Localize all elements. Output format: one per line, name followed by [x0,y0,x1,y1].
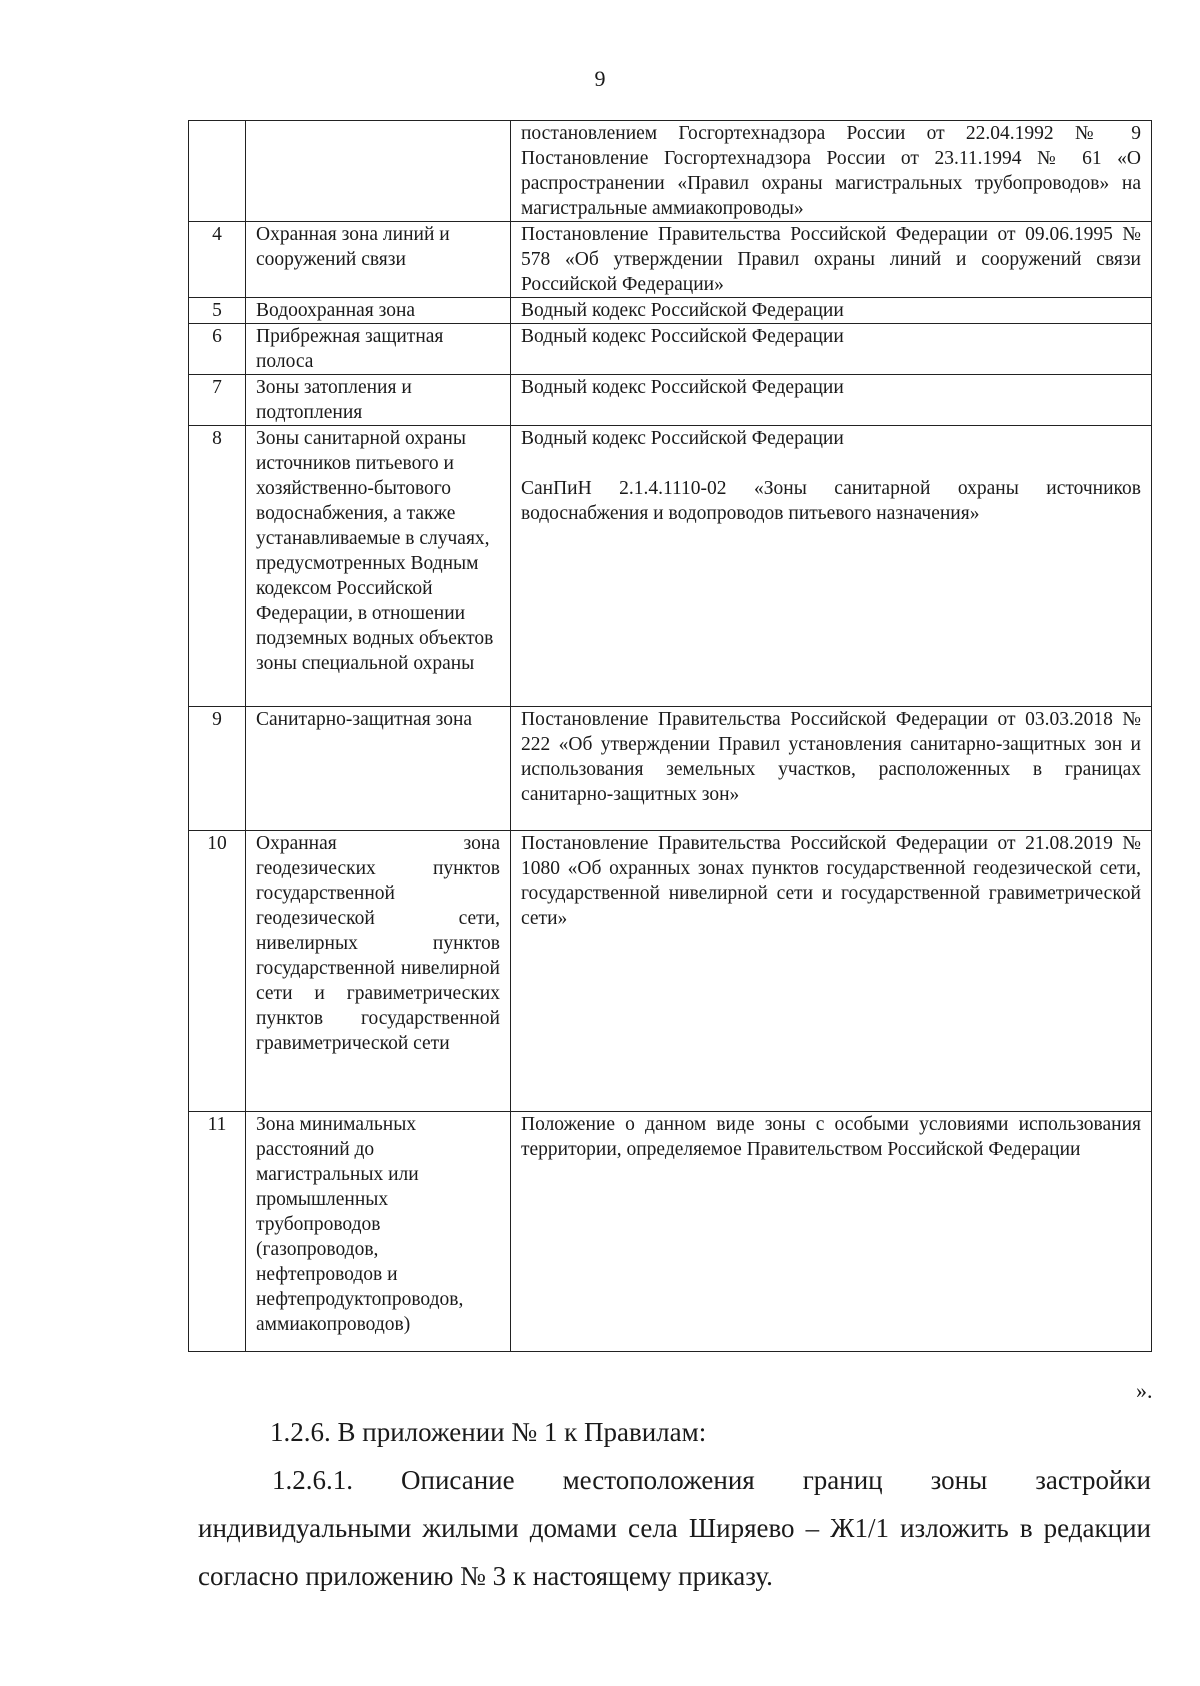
paragraph-1-2-6: 1.2.6. В приложении № 1 к Правилам: [270,1417,707,1447]
row-number: 11 [189,1112,246,1352]
zones-table [188,120,1152,1352]
table-row [189,121,1152,222]
zone-name: Прибрежная защитная полоса [246,324,511,375]
legal-basis: Водный кодекс Российской Федерации [521,428,844,449]
zone-name: Зоны санитарной охраны источников питьевого и хозяйственно-бытового водоснабжения, а также устанавливаемые в случаях, предусмотренных Водным кодексом Российской Федерации, в отношении подземных водных объектов зоны специальной охраны [246,426,511,707]
closing-quote: ». [1136,1378,1153,1403]
table-row [189,298,1152,324]
zone-name: Охранная зона линий и сооружений связи [246,222,511,298]
legal-basis: постановлением Госгортехнадзора России от 22.04.1992 № 9 Постановление Госгортехнадзора России от 23.11.1994 № 61 «О распространении «Правил охраны магистральных трубопроводов» на магистральные аммиакопроводы» [511,121,1152,222]
legal-basis: Водный кодекс Российской Федерации [511,375,1152,426]
row-number: 6 [189,324,246,375]
legal-basis: Положение о данном виде зоны с особыми условиями использования территории, определяемое Правительством Российской Федерации [511,1112,1152,1352]
row-number: 5 [189,298,246,324]
legal-basis: Постановление Правительства Российской Федерации от 21.08.2019 № 1080 «Об охранных зонах пунктов государственной геодезической сети, государственной нивелирной сети и государственной гравиметрической сети» [511,831,1152,1112]
legal-basis-cell [511,426,1152,707]
row-number: 7 [189,375,246,426]
zone-name: Зоны затопления и подтопления [246,375,511,426]
legal-basis: Постановление Правительства Российской Федерации от 09.06.1995 № 578 «Об утверждении Правил охраны линий и сооружений связи Российской Федерации» [511,222,1152,298]
legal-basis: Водный кодекс Российской Федерации [511,324,1152,375]
row-number: 8 [189,426,246,707]
zone-name: Зона минимальных расстояний до магистральных или промышленных трубопроводов (газопроводов, нефтепроводов и нефтепродуктопроводов, аммиакопроводов) [246,1112,511,1352]
table-row [189,426,1152,707]
legal-basis: Водный кодекс Российской Федерации [511,298,1152,324]
table-row [189,1112,1152,1352]
zone-name [246,121,511,222]
row-number: 4 [189,222,246,298]
table-row [189,222,1152,298]
table-row [189,324,1152,375]
table-row [189,831,1152,1112]
legal-basis-sanpin: СанПиН 2.1.4.1110-02 «Зоны санитарной охраны источников водоснабжения и водопроводов питьевого назначения» [521,478,1141,524]
zone-name: Водоохранная зона [246,298,511,324]
table-row [189,707,1152,831]
table-row [189,375,1152,426]
zone-name: Охранная зона геодезических пунктов государственной геодезической сети, нивелирных пунктов государственной нивелирной сети и гравиметрических пунктов государственной гравиметрической сети [246,831,511,1112]
legal-basis: Постановление Правительства Российской Федерации от 03.03.2018 № 222 «Об утверждении Правил установления санитарно-защитных зон и использования земельных участков, расположенных в границах санитарно-защитных зон» [511,707,1152,831]
page-number: 9 [594,66,606,91]
paragraph-1-2-6-1: 1.2.6.1. Описание местоположения границ зоны застройки индивидуальными жилыми домами села Ширяево – Ж1/1 изложить в редакции согласно приложению № 3 к настоящему приказу. [198,1465,1151,1591]
row-number [189,121,246,222]
row-number: 9 [189,707,246,831]
zone-name: Санитарно-защитная зона [246,707,511,831]
row-number: 10 [189,831,246,1112]
